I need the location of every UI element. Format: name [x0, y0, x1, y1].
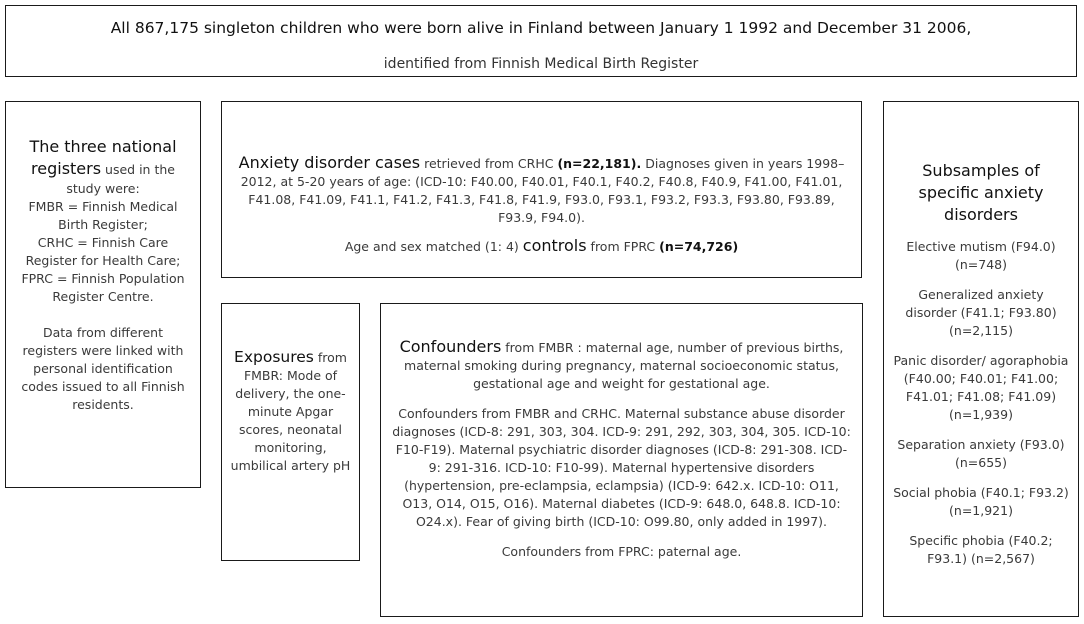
cases-retrieved: retrieved from CRHC: [424, 156, 554, 171]
registers-box: [5, 101, 201, 488]
cohort-box: [5, 5, 1077, 77]
exposures-box: [221, 303, 360, 561]
exposures-paragraph: [230, 348, 351, 475]
confounders-fmbr-paragraph: [391, 338, 852, 393]
register-fprc: FPRC = Finnish Population Register Centre.: [21, 271, 185, 304]
register-fmbr: FMBR = Finnish Medical Birth Register;: [28, 199, 178, 232]
cases-heading: Anxiety disorder cases: [238, 153, 421, 172]
confounders-fmbr-text: from FMBR : maternal age, number of previous births, maternal smoking during pregnancy, maternal socioeconomic status, gestational age and weight for gestational age.: [404, 340, 844, 391]
subsample-separation-anxiety: Separation anxiety (F93.0) (n=655): [897, 437, 1065, 470]
registers-linked-text: Data from different registers were linked with personal identification codes issued to all Finnish residents.: [21, 325, 185, 412]
register-crhc: CRHC = Finnish Care Register for Health Care;: [25, 235, 181, 268]
confounders-heading: Confounders: [399, 337, 502, 356]
subsample-specific-phobia: Specific phobia (F40.2; F93.1) (n=2,567): [909, 533, 1053, 566]
exposures-heading: Exposures: [234, 348, 314, 366]
cases-box: [221, 101, 862, 278]
subsamples-heading: Subsamples of specific anxiety disorders: [918, 161, 1044, 224]
controls-paragraph: [234, 237, 849, 256]
cases-paragraph: [234, 154, 849, 227]
cases-diagnoses: Diagnoses given in years 1998–2012, at 5-20 years of age: (ICD-10: F40.00, F40.01, F40.1, F40.2, F40.8, F40.9, F41.00, F41.01, F41.08, F41.09, F41.1, F41.2, F41.3, F41.8, F41.9, F93.0, F93.1, F93.2, F93.3, F93.80, F93.89, F93.9, F94.0).: [240, 156, 845, 225]
controls-heading: controls: [522, 236, 587, 255]
cases-count: (n=22,181).: [557, 156, 642, 171]
cohort-line-1: All 867,175 singleton children who were born alive in Finland between January 1 1992 and December 31 2006,: [110, 19, 972, 37]
subsamples-box: [883, 101, 1079, 617]
controls-matched: Age and sex matched (1: 4): [344, 239, 519, 254]
controls-count: (n=74,726): [659, 239, 739, 254]
controls-from: from FPRC: [590, 239, 656, 254]
registers-heading: The three national registers: [29, 137, 177, 178]
confounders-fmbr-crhc-text: Confounders from FMBR and CRHC. Maternal substance abuse disorder diagnoses (ICD-8: 291, 303, 304. ICD-9: 291, 292, 303, 304, 305. ICD-10: F10-F19). Maternal psychiatric disorder diagnoses (ICD-8: 291-308. ICD-9: 291-316. ICD-10: F10-99). Maternal hypertensive disorders (hypertension, pre-eclampsia, eclampsia) (ICD-9: 642.x. ICD-10: O11, O13, O14, O15, O16). Maternal diabetes (ICD-9: 648.0, 648.8. ICD-10: O24.x). Fear of giving birth (ICD-10: O99.80, only added in 1997).: [392, 406, 851, 529]
confounders-box: [380, 303, 863, 617]
subsample-generalized-anxiety: Generalized anxiety disorder (F41.1; F93.80) (n=2,115): [905, 287, 1057, 338]
registers-intro: [16, 136, 190, 198]
subsample-panic-agoraphobia: Panic disorder/ agoraphobia (F40.00; F40.01; F41.00; F41.01; F41.08; F41.09) (n=1,939): [893, 353, 1069, 422]
subsample-elective-mutism: Elective mutism (F94.0) (n=748): [906, 239, 1056, 272]
subsample-social-phobia: Social phobia (F40.1; F93.2) (n=1,921): [893, 485, 1069, 518]
exposures-text: from FMBR: Mode of delivery, the one-minute Apgar scores, neonatal monitoring, umbilical artery pH: [230, 350, 351, 473]
confounders-fprc-text: Confounders from FPRC: paternal age.: [501, 544, 742, 559]
cohort-line-2: identified from Finnish Medical Birth Register: [383, 56, 699, 72]
registers-used-text: used in the study were:: [66, 162, 175, 196]
